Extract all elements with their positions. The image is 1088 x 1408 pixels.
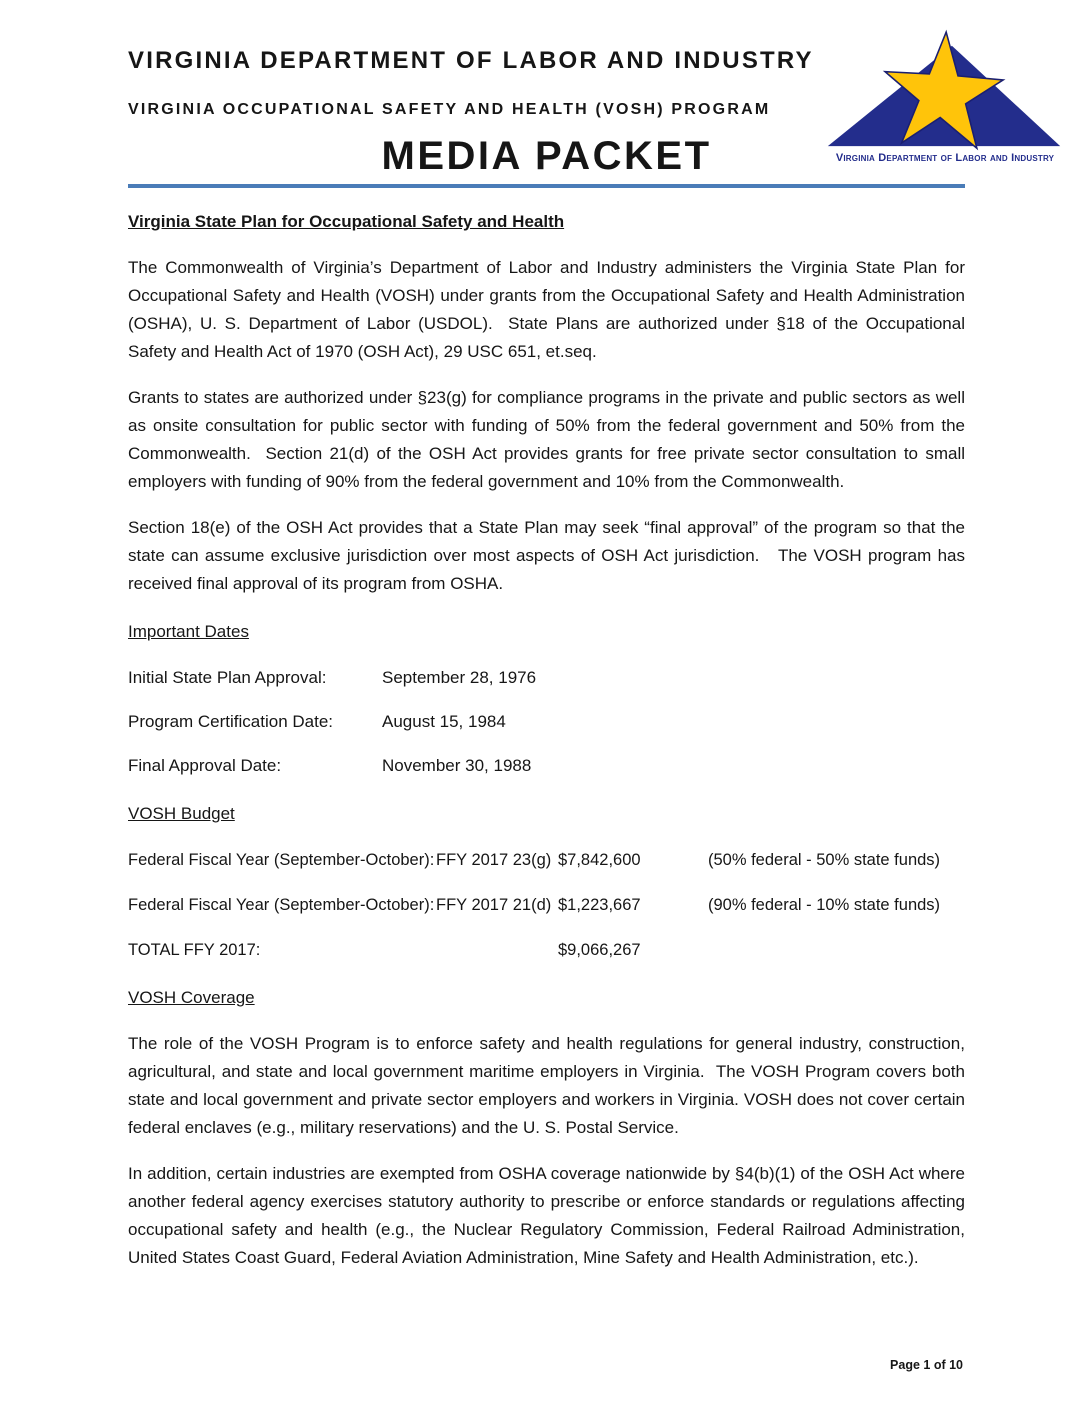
paragraph: Grants to states are authorized under §23(g) for compliance programs in the private and public sectors as well as onsite consultation for public sector with funding of 50% from the federal government and 50% from the Commonwealth. Section 21(d) of the OSH Act provides grants for free private sector consultation to small employers with funding of 90% from the federal government and 10% from the Commonwealth.	[128, 388, 970, 491]
budget-total-row	[128, 936, 965, 964]
date-value: September 28, 1976	[382, 668, 537, 687]
program-subtitle: VIRGINIA OCCUPATIONAL SAFETY AND HEALTH (VOSH) PROGRAM	[128, 101, 771, 118]
document-title: MEDIA PACKET	[381, 134, 712, 178]
date-row	[128, 708, 965, 736]
paragraph: In addition, certain industries are exempted from OSHA coverage nationwide by §4(b)(1) of the OSH Act where another federal agency exercises statutory authority to prescribe or enforce standards or regulations affecting occupational safety and health (e.g., the Nuclear Regulatory Commission, Federal Railroad Administration, United States Coast Guard, Federal Aviation Administration, Mine Safety and Health Administration, etc.).	[128, 1164, 970, 1267]
budget-row	[128, 891, 965, 919]
date-row	[128, 664, 965, 692]
budget-ffy: FFY 2017 23(g)	[436, 851, 552, 869]
paragraph: Section 18(e) of the OSH Act provides that a State Plan may seek “final approval” of the program so that the state can assume exclusive jurisdiction over most aspects of OSH Act jurisdiction. The VOSH program has received final approval of its program from OSHA.	[128, 518, 970, 593]
date-row	[128, 752, 965, 780]
agency-title: VIRGINIA DEPARTMENT OF LABOR AND INDUSTRY	[128, 47, 814, 74]
date-value: August 15, 1984	[382, 712, 506, 731]
budget-label: Federal Fiscal Year (September-October):	[128, 851, 435, 869]
date-label: Final Approval Date:	[128, 756, 282, 775]
section-heading-vosh-coverage: VOSH Coverage	[128, 988, 255, 1007]
budget-label: Federal Fiscal Year (September-October):	[128, 896, 435, 914]
budget-row	[128, 846, 965, 874]
section-heading-state-plan: Virginia State Plan for Occupational Safety and Health	[128, 212, 565, 231]
logo-caption: Virginia Department of Labor and Industry	[835, 152, 1055, 164]
budget-total-amount: $9,066,267	[558, 941, 641, 959]
paragraph: The Commonwealth of Virginia’s Department of Labor and Industry administers the Virginia State Plan for Occupational Safety and Health (VOSH) under grants from the Occupational Safety and Health Administration (OSHA), U. S. Department of Labor (USDOL). State Plans are authorized under §18 of the Occupational Safety and Health Act of 1970 (OSH Act), 29 USC 651, et.seq.	[128, 258, 970, 361]
page-number-label: Page 1 of 10	[890, 1358, 963, 1372]
divider-rule	[128, 184, 965, 188]
date-label: Initial State Plan Approval:	[128, 668, 327, 687]
logo-graphic	[820, 26, 1070, 154]
budget-funds-split: (90% federal - 10% state funds)	[708, 896, 941, 914]
date-value: November 30, 1988	[382, 756, 532, 775]
budget-amount: $7,842,600	[558, 851, 641, 869]
date-label: Program Certification Date:	[128, 712, 334, 731]
section-heading-important-dates: Important Dates	[128, 622, 249, 641]
budget-amount: $1,223,667	[558, 896, 641, 914]
budget-total-label: TOTAL FFY 2017:	[128, 941, 261, 959]
budget-ffy: FFY 2017 21(d)	[436, 896, 552, 914]
section-heading-vosh-budget: VOSH Budget	[128, 804, 235, 823]
budget-funds-split: (50% federal - 50% state funds)	[708, 851, 941, 869]
paragraph: The role of the VOSH Program is to enforce safety and health regulations for general industry, construction, agricultural, and state and local government maritime employers in Virginia. The VOSH Program covers both state and local government and private sector employers and workers in Virginia. VOSH does not cover certain federal enclaves (e.g., military reservations) and the U. S. Postal Service.	[128, 1034, 970, 1137]
department-logo	[820, 26, 1070, 174]
